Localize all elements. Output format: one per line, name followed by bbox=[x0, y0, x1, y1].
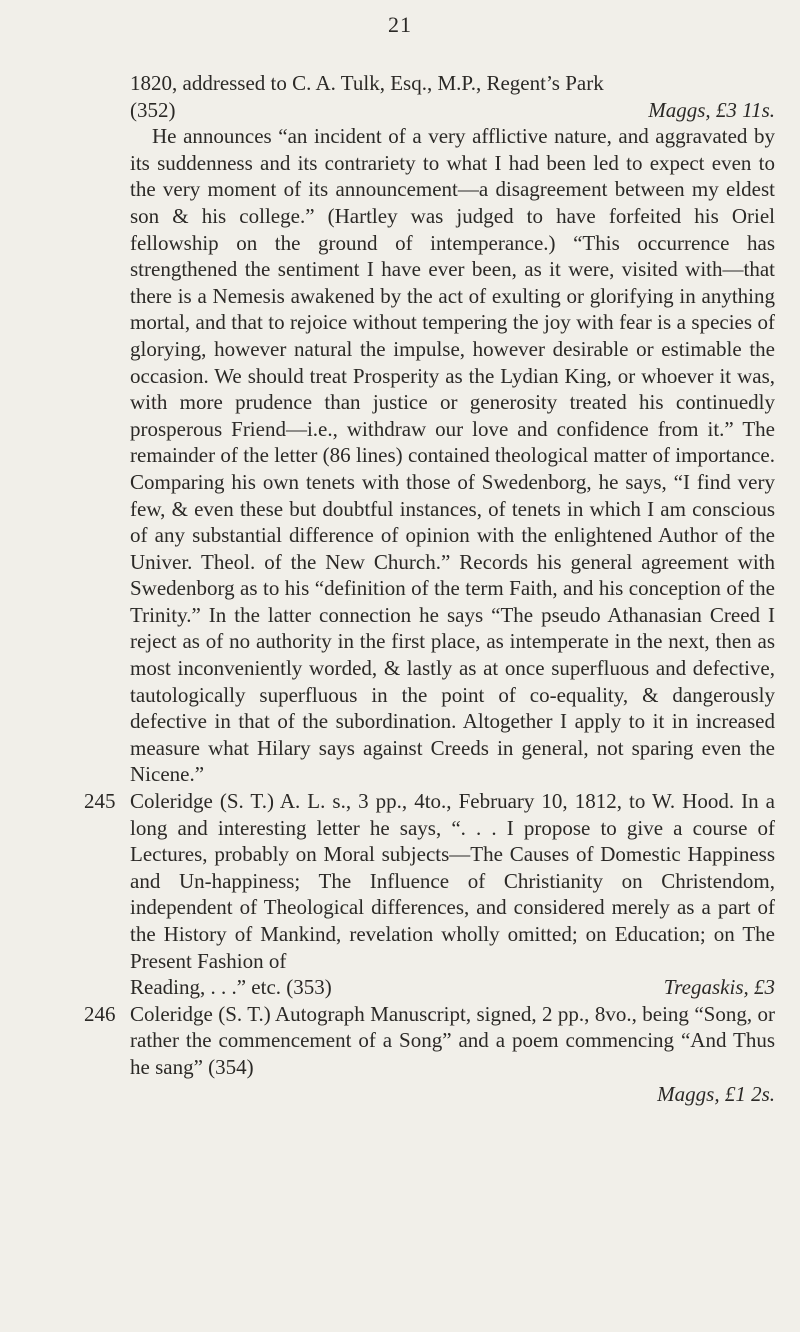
text-block bbox=[84, 70, 775, 1107]
entry-text: Coleridge (S. T.) A. L. s., 3 pp., 4to., February 10, 1812, to W. Hood. In a long and interesting letter he says, “. . . I propose to give a course of Lectures, probably on Moral subjects—The Causes of Domestic Happiness and Un-happiness; The Influence of Christianity on Christendom, independent of Theological differences, and considered merely as a part of the History of Mankind, revelation wholly omitted; on Education; on The Present Fashion of bbox=[130, 789, 775, 973]
entry-text: Coleridge (S. T.) Autograph Manuscript, signed, 2 pp., 8vo., being “Song, or rather the commencement of a Song” and a poem commencing “And Thus he sang” (354) bbox=[130, 1001, 775, 1079]
continuation-line: 1820, addressed to C. A. Tulk, Esq., M.P., Regent’s Park bbox=[130, 71, 604, 95]
page-number: 21 bbox=[388, 12, 412, 37]
entry-number: 246 bbox=[84, 1001, 116, 1026]
continuation-ref: (352) bbox=[130, 97, 176, 122]
entry-245 bbox=[84, 788, 775, 1001]
entry-dealer: Maggs, £1 2s. bbox=[657, 1081, 775, 1106]
entry-last-line: Reading, . . .” etc. (353) bbox=[130, 975, 332, 1000]
continuation-ref-row bbox=[130, 97, 775, 124]
entry-last-row bbox=[130, 974, 775, 1001]
entry-dealer: Tregaskis, £3 bbox=[663, 975, 775, 1000]
continuation-dealer: Maggs, £3 11s. bbox=[648, 97, 775, 122]
entry-number: 245 bbox=[84, 789, 116, 814]
continuation-body: He announces “an incident of a very afflictive nature, and aggravated by its suddenness and its contrariety to what I had been led to expect even to the very moment of its announcement—a disagreement between my eldest son & his college.” (Hartley was judged to have forfeited his Oriel fellowship on the ground of intemperance.) “This occurrence has strengthened the sentiment I have ever been, as it were, visited with—that there is a Nemesis awakened by the act of exulting or glorifying in anything mortal, and that to rejoice without tempering the joy with fear is a species of glorying, however natural the impulse, however desirable or estimable the occasion. We should treat Prosperity as the Lydian King, or whoever it was, with more prudence than justice or generosity treated his continuedly prosperous Friend—i.e., withdraw our love and confidence from it.” The remainder of the letter (86 lines) contained theological matter of importance. Comparing his own tenets with those of Swedenborg, he says, “I find very few, & even these but doubtful instances, of tenets in which I am conscious of any substantial difference of opinion with the enlightened Author of the Univer. Theol. of the New Church.” Records his general agreement with Swedenborg as to his “definition of the term Faith, and his conception of the Trinity.” In the latter connection he says “The pseudo Athanasian Creed I reject as of no authority in the first place, as intemperate in the next, then as most inconveniently worded, & lastly as at once superfluous and defective, tautologically superfluous in the point of co-equality, & dangerously defective in that of the subordination. Altogether I apply to it in increased measure what Hilary says against Creeds in general, not sparing even the Nicene.” bbox=[130, 124, 775, 787]
entry-246 bbox=[84, 1001, 775, 1107]
